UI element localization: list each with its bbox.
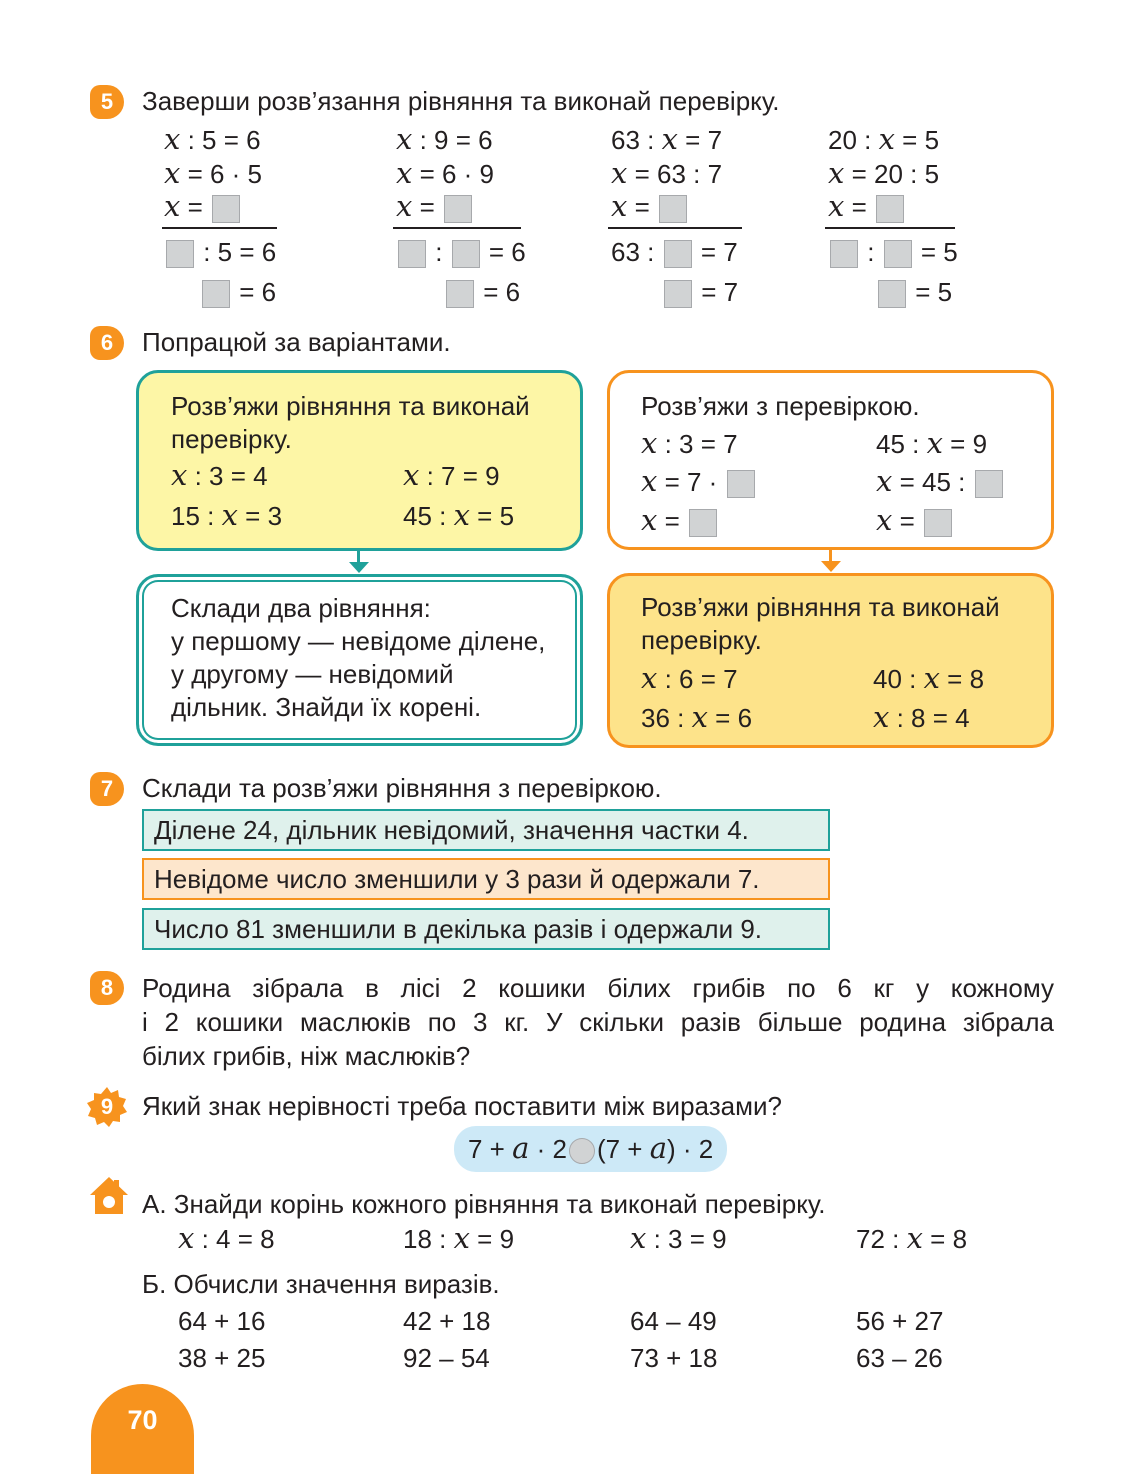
home-expr: 92 – 54 (403, 1343, 490, 1373)
box-b-line-1: Склади два рівняння: (171, 593, 431, 623)
home-expr: 73 + 18 (630, 1343, 718, 1373)
home-expr: 56 + 27 (856, 1306, 944, 1336)
answer-box[interactable] (924, 509, 952, 537)
ex5-c4-line3: 𝑥 = (828, 191, 906, 223)
ex9-expression: 7 + 𝑎 · 2 (7 + 𝑎) · 2 (454, 1126, 727, 1172)
page-number: 70 (127, 1405, 158, 1435)
box-a-text-2: перевірку. (171, 424, 292, 454)
ex7-task-1: Ділене 24, дільник невідомий, значення частки 4. (142, 809, 830, 851)
ex5-c4-line2: 𝑥 = 20 : 5 (828, 158, 940, 190)
ex5-c2-line1: 𝑥 : 9 = 6 (396, 124, 493, 156)
answer-box[interactable] (446, 280, 474, 308)
exercise-9-title: Який знак нерівності треба поставити між виразами? (142, 1091, 782, 1121)
answer-box[interactable] (878, 280, 906, 308)
ex5-c4-line1: 20 : 𝑥 = 5 (828, 124, 940, 156)
box-c-a3: 𝑥 = (641, 505, 719, 537)
ex5-c3-rule (608, 227, 742, 229)
home-eq-2: 18 : 𝑥 = 9 (403, 1223, 515, 1255)
ex5-c1-line2: 𝑥 = 6 · 5 (164, 158, 263, 190)
box-a-text-1: Розв’яжи рівняння та виконай (171, 391, 530, 421)
ex8-line-2: і 2 кошики маслюків по 3 кг. У скільки разів більше родина зібрала (142, 1007, 1054, 1037)
ex5-c2-line3: 𝑥 = (396, 191, 474, 223)
exercise-8-badge: 8 (90, 971, 124, 1005)
home-a-title: А. Знайди корінь кожного рівняння та виконай перевірку. (142, 1189, 826, 1219)
box-a-eq-4: 45 : 𝑥 = 5 (403, 500, 515, 532)
answer-box[interactable] (727, 470, 755, 498)
comparison-sign-slot[interactable] (569, 1138, 595, 1164)
home-eq-1: 𝑥 : 4 = 8 (178, 1223, 275, 1255)
exercise-7-badge: 7 (90, 772, 124, 806)
home-expr: 42 + 18 (403, 1306, 491, 1336)
ex5-c1-check2: = 6 (200, 276, 276, 308)
box-d-eq-4: 𝑥 : 8 = 4 (873, 702, 970, 734)
ex5-c2-check1: : = 6 (396, 236, 526, 268)
exercise-5-title: Заверши розв’язання рівняння та виконай перевірку. (142, 86, 780, 116)
box-a-eq-3: 15 : 𝑥 = 3 (171, 500, 283, 532)
exercise-6-title: Попрацюй за варіантами. (142, 327, 451, 357)
answer-box[interactable] (202, 280, 230, 308)
ex8-line-3: білих грибів, ніж маслюків? (142, 1041, 471, 1071)
box-b-line-2: у першому — невідоме ділене, (171, 626, 546, 656)
exercise-5-badge: 5 (90, 85, 124, 119)
answer-box[interactable] (975, 470, 1003, 498)
ex5-c1-line1: 𝑥 : 5 = 6 (164, 124, 261, 156)
ex5-c3-check1: 63 : = 7 (611, 237, 738, 267)
home-eq-3: 𝑥 : 3 = 9 (630, 1223, 727, 1255)
box-c-a1: 𝑥 : 3 = 7 (641, 428, 738, 460)
box-c-a2: 𝑥 = 7 · (641, 466, 757, 498)
answer-box[interactable] (664, 240, 692, 268)
box-b-line-3: у другому — невідомий (171, 659, 454, 689)
box-a-eq-2: 𝑥 : 7 = 9 (403, 460, 500, 492)
home-expr: 64 – 49 (630, 1306, 717, 1336)
answer-box[interactable] (212, 195, 240, 223)
answer-box[interactable] (689, 509, 717, 537)
answer-box[interactable] (876, 195, 904, 223)
answer-box[interactable] (452, 240, 480, 268)
answer-box[interactable] (166, 240, 194, 268)
box-c-b3: 𝑥 = (876, 505, 954, 537)
ex7-task-2: Невідоме число зменшили у 3 рази й одержали 7. (142, 858, 830, 900)
box-d-eq-1: 𝑥 : 6 = 7 (641, 663, 738, 695)
home-expr: 63 – 26 (856, 1343, 943, 1373)
home-expr: 38 + 25 (178, 1343, 266, 1373)
home-icon (88, 1174, 130, 1216)
ex5-c4-check2: = 5 (876, 276, 952, 308)
box-c-title: Розв’яжи з перевіркою. (641, 391, 920, 421)
ex5-c2-line2: 𝑥 = 6 · 9 (396, 158, 495, 190)
box-c-b2: 𝑥 = 45 : (876, 466, 1005, 498)
arrow-down-icon (349, 562, 369, 573)
exercise-7-title: Склади та розв’яжи рівняння з перевіркою. (142, 773, 662, 803)
ex5-c3-line2: 𝑥 = 63 : 7 (611, 158, 723, 190)
box-c-b1: 45 : 𝑥 = 9 (876, 428, 988, 460)
answer-box[interactable] (884, 240, 912, 268)
exercise-9-badge: 9 (100, 1094, 114, 1119)
ex5-c1-line3: 𝑥 = (164, 191, 242, 223)
ex5-c4-check1: : = 5 (828, 236, 958, 268)
box-d-text-2: перевірку. (641, 625, 762, 655)
ex7-task-3: Число 81 зменшили в декілька разів і одержали 9. (142, 908, 830, 950)
home-eq-4: 72 : 𝑥 = 8 (856, 1223, 968, 1255)
ex5-c3-check2: = 7 (662, 276, 738, 308)
arrow-down-icon (821, 561, 841, 572)
ex5-c1-rule (162, 227, 277, 229)
answer-box[interactable] (664, 280, 692, 308)
box-d-text-1: Розв’яжи рівняння та виконай (641, 592, 1000, 622)
box-d-eq-3: 36 : 𝑥 = 6 (641, 702, 753, 734)
box-b-line-4: дільник. Знайди їх корені. (171, 692, 482, 722)
ex5-c1-check1: : 5 = 6 (164, 236, 276, 268)
ex8-line-1: Родина зібрала в лісі 2 кошики білих грибів по 6 кг у кожному (142, 973, 1054, 1003)
ex5-c4-rule (825, 227, 955, 229)
answer-box[interactable] (398, 240, 426, 268)
ex5-c3-line1: 63 : 𝑥 = 7 (611, 124, 723, 156)
exercise-6-badge: 6 (90, 326, 124, 360)
answer-box[interactable] (659, 195, 687, 223)
box-a-eq-1: 𝑥 : 3 = 4 (171, 460, 268, 492)
answer-box[interactable] (444, 195, 472, 223)
ex5-c2-check2: = 6 (444, 276, 520, 308)
ex5-c2-rule (393, 227, 521, 229)
home-b-title: Б. Обчисли значення виразів. (142, 1269, 500, 1299)
box-d-eq-2: 40 : 𝑥 = 8 (873, 663, 985, 695)
answer-box[interactable] (830, 240, 858, 268)
ex5-c3-line3: 𝑥 = (611, 191, 689, 223)
home-expr: 64 + 16 (178, 1306, 266, 1336)
